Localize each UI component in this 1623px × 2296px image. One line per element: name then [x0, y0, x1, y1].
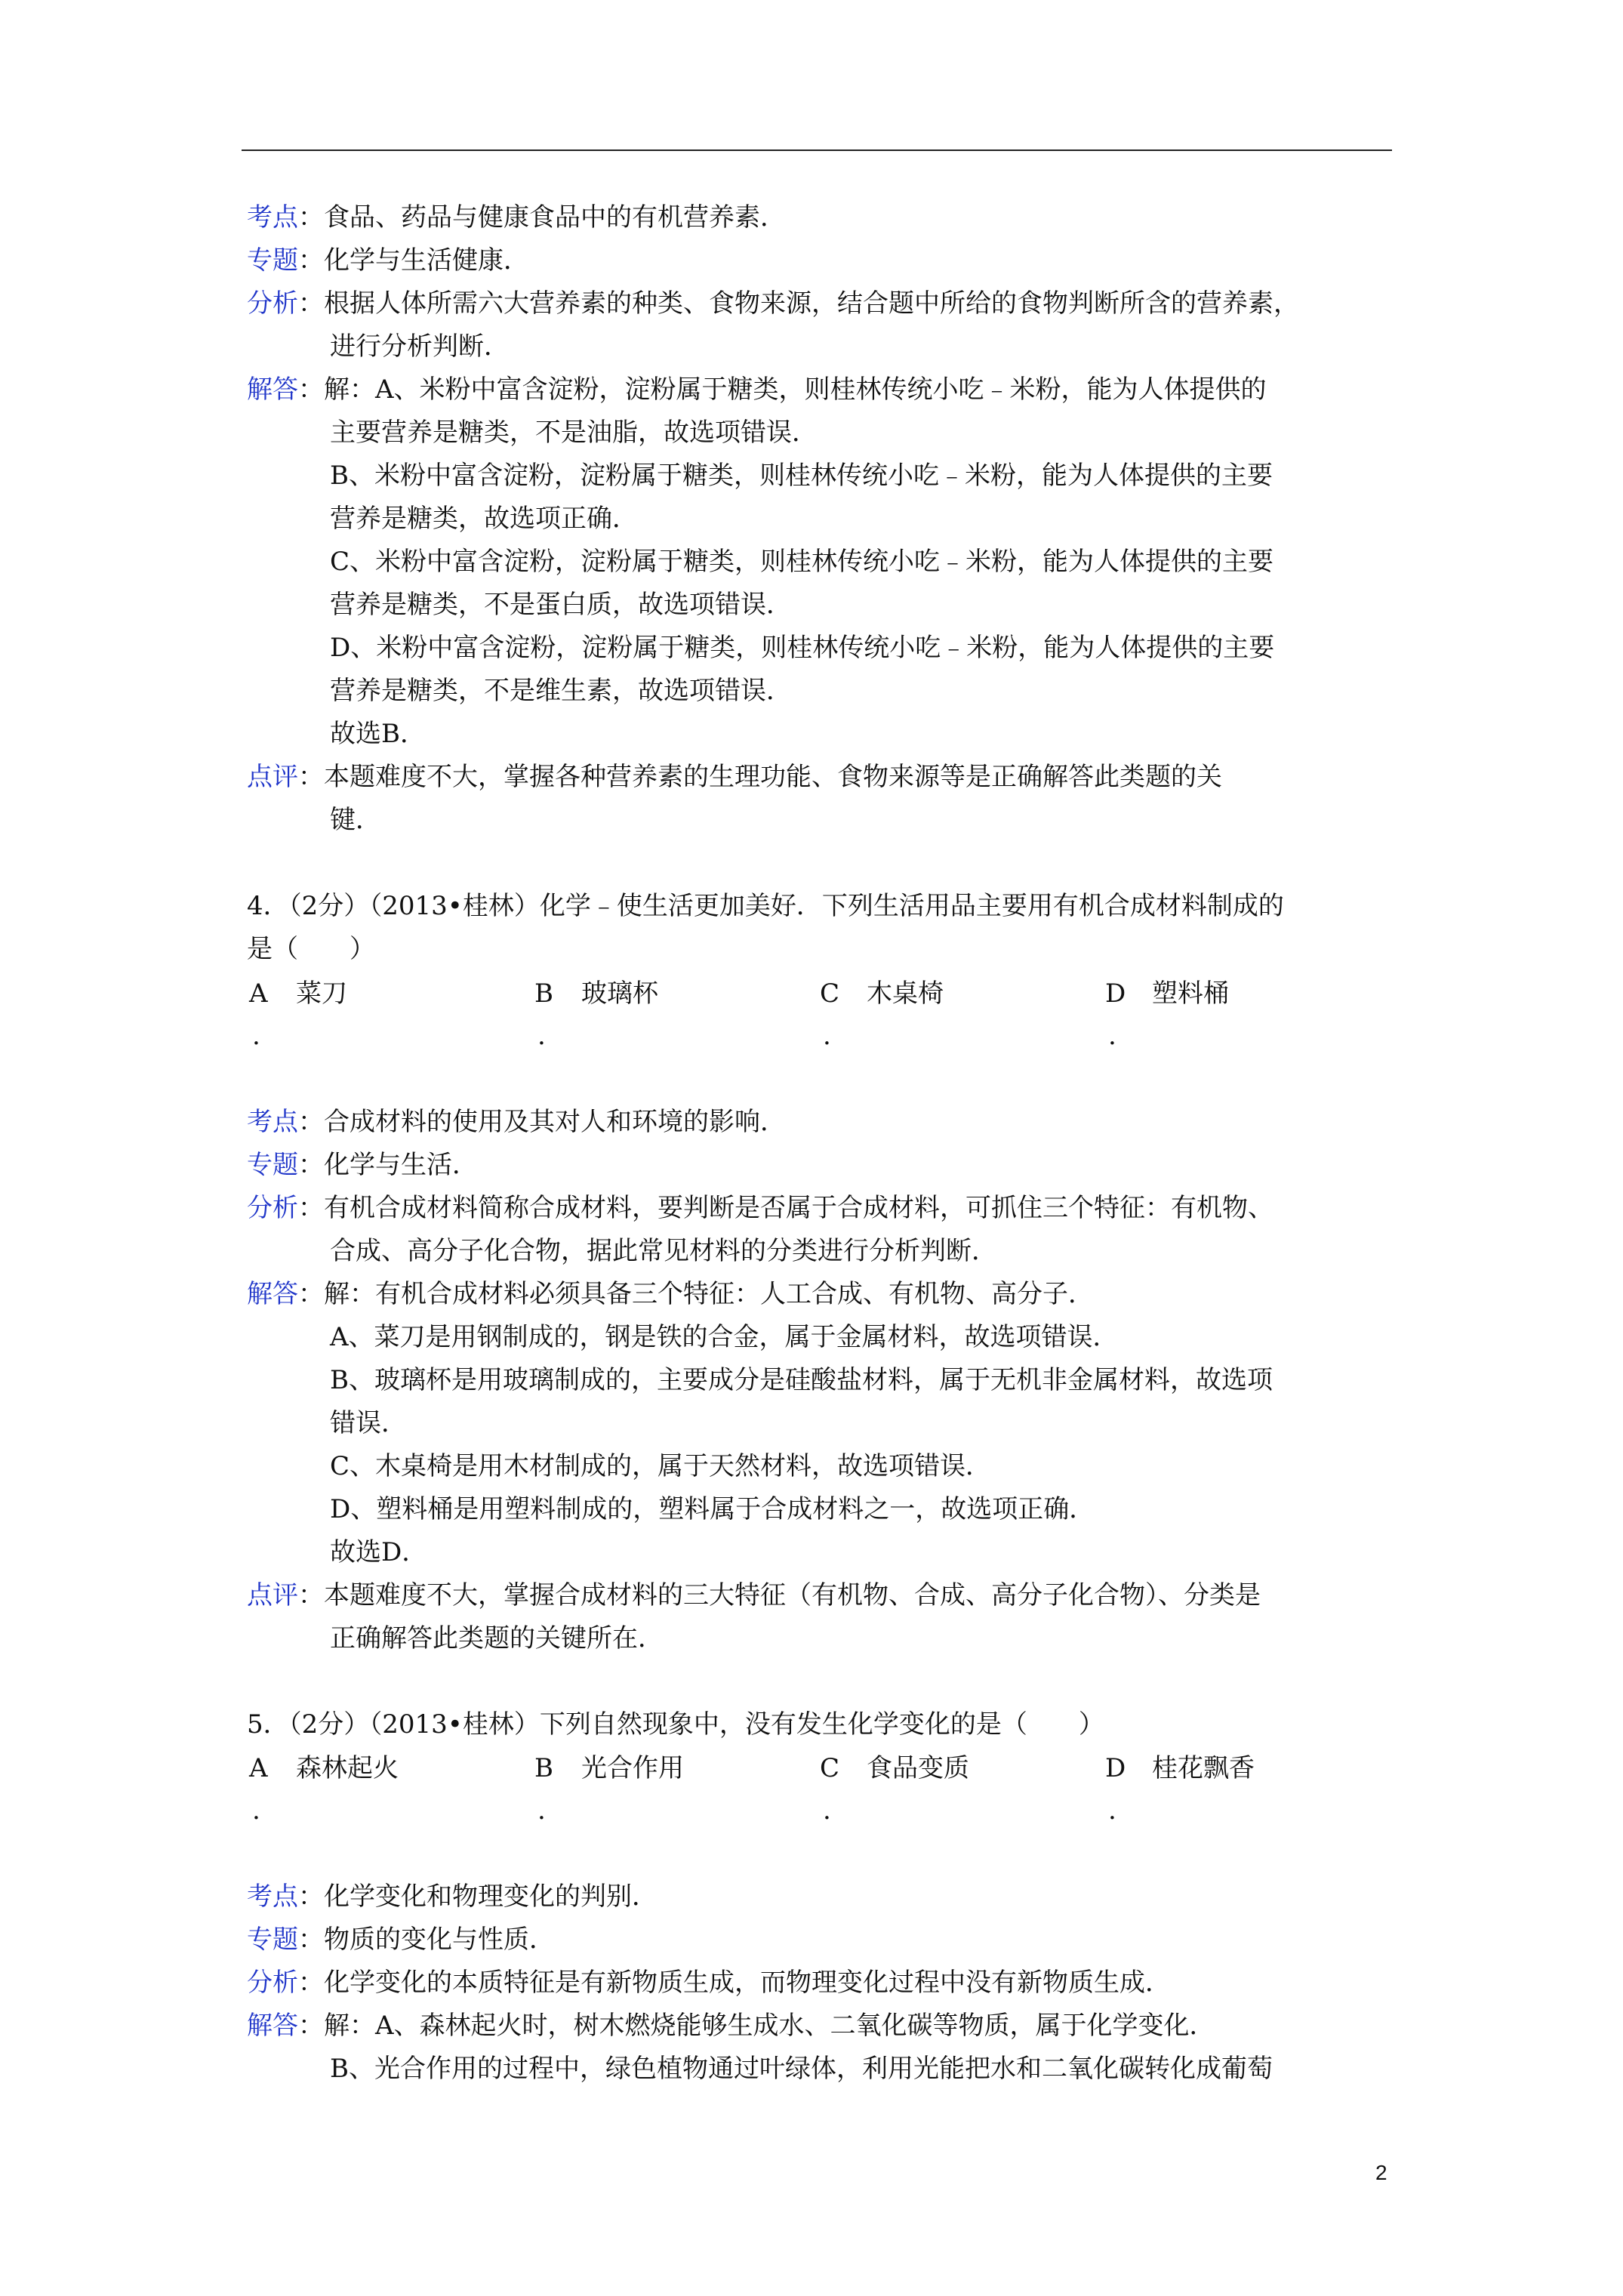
label-zhuanti: 专题 — [247, 1925, 298, 1955]
q5-fenxi-line: 分析：化学变化的本质特征是有新物质生成，而物理变化过程中没有新物质生成． — [247, 1968, 1171, 1998]
option-dot: . — [823, 1795, 831, 1826]
q5-jieda-line: 解答：解：A、森林起火时，树木燃烧能够生成水、二氧化碳等物质，属于化学变化． — [247, 2011, 1215, 2041]
q3-jieda-line: D、米粉中富含淀粉，淀粉属于糖类，则桂林传统小吃﹣米粉，能为人体提供的主要 — [330, 633, 1275, 663]
option-text: 玻璃杯 — [581, 978, 658, 1009]
page-number: 2 — [1375, 2161, 1387, 2184]
q3-jieda-line: 营养是糖类，故选项正确． — [330, 504, 638, 534]
q3-kaodian-line: 考点：食品、药品与健康食品中的有机营养素． — [247, 202, 786, 233]
q4-fenxi-line: 分析：有机合成材料简称合成材料，要判断是否属于合成材料，可抓住三个特征：有机物、 — [247, 1193, 1273, 1223]
label-kaodian: 考点 — [247, 1881, 298, 1912]
option-letter: D — [1105, 1753, 1126, 1783]
option-letter: C — [820, 1753, 840, 1783]
q4-stem: 是（ ） — [247, 934, 375, 964]
label-jieda: 解答 — [247, 1279, 298, 1309]
label-jieda: 解答 — [247, 374, 298, 405]
option-letter: B — [534, 1753, 553, 1783]
q4-jieda-line: 解答：解：有机合成材料必须具备三个特征：人工合成、有机物、高分子． — [247, 1279, 1094, 1309]
q4-jieda-line: D、塑料桶是用塑料制成的，塑料属于合成材料之一，故选项正确． — [330, 1494, 1095, 1524]
label-fenxi: 分析 — [247, 1968, 298, 1998]
label-jieda: 解答 — [247, 2011, 298, 2041]
q4-dianping-line: 点评：本题难度不大，掌握合成材料的三大特征（有机物、合成、高分子化合物）、分类是 — [247, 1580, 1261, 1610]
label-zhuanti: 专题 — [247, 245, 298, 276]
q4-stem: 4．（2分）（2013•桂林）化学﹣使生活更加美好．下列生活用品主要用有机合成材料制成的 — [247, 891, 1284, 921]
option-text: 食品变质 — [867, 1753, 969, 1783]
q3-dianping-line: 键． — [330, 805, 381, 835]
q5-stem: 5．（2分）（2013•桂林）下列自然现象中，没有发生化学变化的是（ ） — [247, 1709, 1104, 1740]
option-text: 木桌椅 — [867, 978, 944, 1009]
option-text: 桂花飘香 — [1152, 1753, 1255, 1783]
option-letter: D — [1105, 978, 1126, 1009]
option-dot: . — [1108, 1795, 1116, 1826]
option-letter: A — [249, 978, 268, 1009]
q4-kaodian-line: 考点：合成材料的使用及其对人和环境的影响． — [247, 1107, 786, 1137]
option-dot: . — [252, 1021, 260, 1051]
q3-jieda-line: C、米粉中富含淀粉，淀粉属于糖类，则桂林传统小吃﹣米粉，能为人体提供的主要 — [330, 547, 1274, 577]
label-kaodian: 考点 — [247, 1107, 298, 1137]
option-letter: A — [249, 1753, 268, 1783]
q3-jieda-line: 故选B． — [330, 719, 426, 749]
option-text: 塑料桶 — [1152, 978, 1229, 1009]
option-text: 菜刀 — [296, 978, 347, 1009]
option-dot: . — [252, 1795, 260, 1826]
option-dot: . — [823, 1021, 831, 1051]
q3-dianping-line: 点评：本题难度不大，掌握各种营养素的生理功能、食物来源等是正确解答此类题的关 — [247, 762, 1222, 792]
header-rule — [242, 149, 1392, 151]
q3-jieda-line: B、米粉中富含淀粉，淀粉属于糖类，则桂林传统小吃﹣米粉，能为人体提供的主要 — [330, 461, 1273, 491]
q3-jieda-line: 营养是糖类，不是维生素，故选项错误． — [330, 676, 792, 706]
label-dianping: 点评 — [247, 1580, 298, 1610]
option-dot: . — [1108, 1021, 1116, 1051]
option-text: 光合作用 — [581, 1753, 684, 1783]
label-kaodian: 考点 — [247, 202, 298, 233]
q3-fenxi-line: 分析：根据人体所需六大营养素的种类、食物来源，结合题中所给的食物判断所含的营养素， — [247, 288, 1299, 319]
option-letter: C — [820, 978, 840, 1009]
option-letter: B — [534, 978, 553, 1009]
label-fenxi: 分析 — [247, 1193, 298, 1223]
q3-jieda-line: 解答：解：A、米粉中富含淀粉，淀粉属于糖类，则桂林传统小吃﹣米粉，能为人体提供的 — [247, 374, 1267, 405]
q4-fenxi-line: 合成、高分子化合物，据此常见材料的分类进行分析判断． — [330, 1236, 997, 1266]
q3-jieda-line: 主要营养是糖类，不是油脂，故选项错误． — [330, 418, 818, 448]
q4-jieda-line: 错误． — [330, 1408, 407, 1438]
label-fenxi: 分析 — [247, 288, 298, 319]
q4-jieda-line: C、木桌椅是用木材制成的，属于天然材料，故选项错误． — [330, 1451, 992, 1481]
q4-jieda-line: B、玻璃杯是用玻璃制成的，主要成分是硅酸盐材料，属于无机非金属材料，故选项 — [330, 1365, 1273, 1395]
label-zhuanti: 专题 — [247, 1150, 298, 1180]
q5-kaodian-line: 考点：化学变化和物理变化的判别． — [247, 1881, 658, 1912]
q3-jieda-line: 营养是糖类，不是蛋白质，故选项错误． — [330, 590, 792, 620]
q5-jieda-line: B、光合作用的过程中，绿色植物通过叶绿体，利用光能把水和二氧化碳转化成葡萄 — [330, 2054, 1273, 2084]
q4-dianping-line: 正确解答此类题的关键所在． — [330, 1623, 664, 1653]
option-dot: . — [537, 1795, 546, 1826]
q5-zhuanti-line: 专题：物质的变化与性质． — [247, 1925, 555, 1955]
option-text: 森林起火 — [296, 1753, 399, 1783]
q4-jieda-line: A、菜刀是用钢制成的，钢是铁的合金，属于金属材料，故选项错误． — [330, 1322, 1119, 1352]
label-dianping: 点评 — [247, 762, 298, 792]
q4-jieda-line: 故选D． — [330, 1537, 428, 1567]
q4-zhuanti-line: 专题：化学与生活． — [247, 1150, 478, 1180]
q3-fenxi-line: 进行分析判断． — [330, 331, 510, 362]
q3-zhuanti-line: 专题：化学与生活健康． — [247, 245, 529, 276]
option-dot: . — [537, 1021, 546, 1051]
